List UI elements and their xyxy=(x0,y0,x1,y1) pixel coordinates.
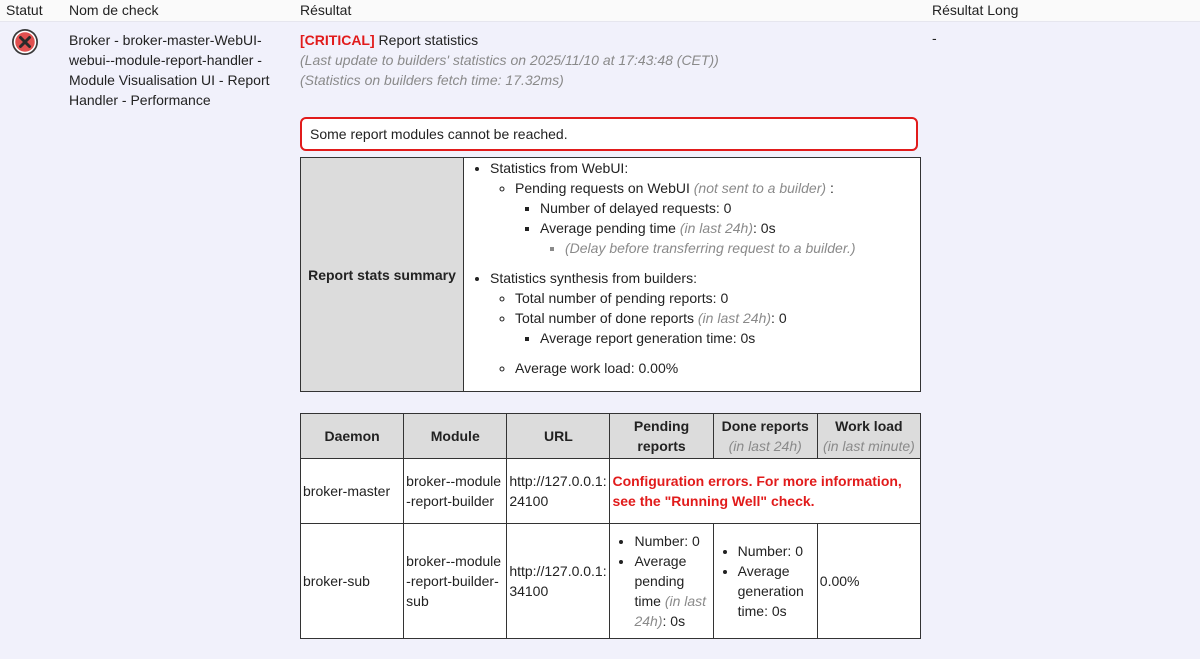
list-item: ▪ Number of delayed requests: 0 xyxy=(540,198,920,218)
list-item: • Average generation time: 0s xyxy=(738,561,815,621)
table-row xyxy=(301,524,921,639)
alert-box: Some report modules cannot be reached. xyxy=(300,117,918,151)
column-header-pending-reports: Pending reports xyxy=(610,414,713,459)
list-item: ◦ Pending requests on WebUI (not sent to a builder) : ▪ Number of delayed requests: 0 ▪ Average pending time (in last 24h): 0s ▪ (Delay before transferring request to a builder.) xyxy=(515,178,920,258)
last-update-text: (Last update to builders' statistics on 2025/11/10 at 17:43:48 (CET)) xyxy=(300,52,719,68)
list-item: ▪ Average report generation time: 0s xyxy=(540,328,920,348)
daemon-cell: broker-master xyxy=(301,459,404,524)
column-header-row xyxy=(0,0,1200,22)
fetch-time-text: (Statistics on builders fetch time: 17.32ms) xyxy=(300,72,564,88)
list-item: ▪ Average pending time (in last 24h): 0s ▪ (Delay before transferring request to a builder.) xyxy=(540,218,920,258)
configuration-error: Configuration errors. For more information, see the "Running Well" check. xyxy=(610,459,921,524)
summary-body xyxy=(464,158,921,392)
url-cell: http://127.0.0.1:34100 xyxy=(507,524,610,639)
column-header-module: Module xyxy=(404,414,507,459)
list-item: ◦ Total number of pending reports: 0 xyxy=(515,288,920,308)
result-summary xyxy=(300,30,930,90)
column-header-done-reports: Done reports (in last 24h) xyxy=(713,414,817,459)
list-item: ◦ Total number of done reports (in last 24h): 0 ▪ Average report generation time: 0s xyxy=(515,308,920,348)
pending-reports-cell xyxy=(610,524,713,639)
daemons-table xyxy=(300,413,921,639)
url-cell: http://127.0.0.1:24100 xyxy=(507,459,610,524)
column-header-result[interactable]: Résultat xyxy=(300,2,352,18)
list-item: • Statistics from WebUI: ◦ Pending requests on WebUI (not sent to a builder) : ▪ Number of delayed requests: 0 ▪ Average pending time (in last 24h): 0s ▪ (Delay before transferring request to a builder.) xyxy=(490,158,920,258)
list-item: • Number: 0 xyxy=(634,531,710,551)
critical-x-icon[interactable] xyxy=(11,28,39,56)
column-header-daemon: Daemon xyxy=(301,414,404,459)
table-header-row xyxy=(301,414,921,459)
column-header-statut[interactable]: Statut xyxy=(6,2,43,18)
column-header-check-name[interactable]: Nom de check xyxy=(69,2,159,18)
table-row xyxy=(301,459,921,524)
work-load-cell: 0.00% xyxy=(817,524,920,639)
list-item: • Average pending time (in last 24h): 0s xyxy=(634,551,710,631)
result-title: Report statistics xyxy=(378,32,479,48)
list-item: ◦ Average work load: 0.00% xyxy=(515,358,920,378)
report-stats-summary-table xyxy=(300,157,921,392)
column-header-long-result[interactable]: Résultat Long xyxy=(932,2,1019,18)
module-cell: broker--module-report-builder xyxy=(404,459,507,524)
list-item: • Number: 0 xyxy=(738,541,815,561)
list-item: • Statistics synthesis from builders: ◦ Total number of pending reports: 0 ◦ Total number of done reports (in last 24h): 0 ▪ Average report generation time: 0s ◦ Average work load: 0.00% xyxy=(490,268,920,378)
daemon-cell: broker-sub xyxy=(301,524,404,639)
long-result: - xyxy=(932,30,937,46)
result-title-line xyxy=(300,30,930,50)
list-item: ▪ (Delay before transferring request to a builder.) xyxy=(565,238,920,258)
critical-label: [CRITICAL] xyxy=(300,32,375,48)
column-header-work-load: Work load (in last minute) xyxy=(817,414,920,459)
summary-label: Report stats summary xyxy=(301,158,464,392)
check-name: Broker - broker-master-WebUI-webui--module-report-handler - Module Visualisation UI - Report Handler - Performance xyxy=(69,32,270,108)
column-header-url: URL xyxy=(507,414,610,459)
done-reports-cell xyxy=(713,524,817,639)
module-cell: broker--module-report-builder-sub xyxy=(404,524,507,639)
